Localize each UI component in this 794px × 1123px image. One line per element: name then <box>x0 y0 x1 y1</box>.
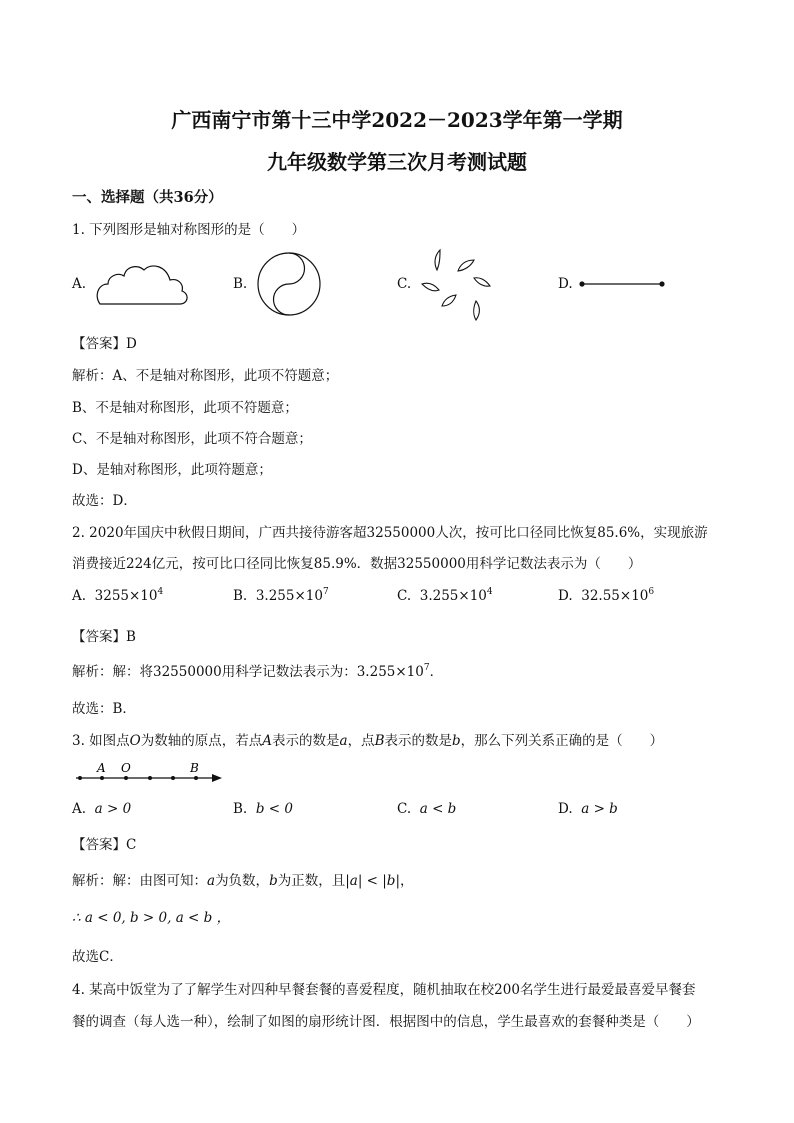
page-title: 广西南宁市第十三中学2022－2023学年第一学期 <box>171 108 623 132</box>
q2-option-b <box>233 588 329 604</box>
option-exponent: 4 <box>486 587 493 597</box>
cloud-figure <box>94 258 190 308</box>
q3-option-a <box>72 801 131 817</box>
q2-option-a <box>72 588 163 604</box>
option-label: D. <box>558 588 573 604</box>
stem-text: 3. 如图点 <box>72 733 130 749</box>
yin-yang-figure <box>256 251 322 317</box>
option-label: A. <box>72 588 87 604</box>
q3-stem <box>72 729 663 749</box>
stem-text: 为数轴的原点，若点 <box>140 733 263 749</box>
option-base: 3255×10 <box>94 588 158 604</box>
number-line-figure <box>72 758 228 788</box>
q1-option-a-label: A. <box>72 276 87 292</box>
q3-answer: 【答案】C <box>72 837 137 853</box>
analysis-text: ， <box>400 873 414 889</box>
section-heading: 一、选择题（共36分） <box>72 189 223 206</box>
analysis-text: 为正数，且 <box>277 873 346 889</box>
petals-figure <box>418 246 496 322</box>
option-label: B. <box>233 588 248 604</box>
option-label: D. <box>558 801 573 817</box>
stem-text: ，点 <box>347 733 375 749</box>
q3-therefore: ∴ a < 0, b > 0, a < b ， <box>72 910 231 926</box>
stem-text: 表示的数是 <box>384 733 452 749</box>
option-base: 3.255×10 <box>255 588 323 604</box>
q1-stem: 1. 下列图形是轴对称图形的是（ ） <box>72 222 306 238</box>
q3-option-c <box>397 801 456 817</box>
q1-analysis-line: 解析：A、不是轴对称图形，此项不符题意； <box>72 368 339 384</box>
analysis-text: 解析：解：将32550000用科学记数法表示为： <box>72 664 357 680</box>
option-base: 3.255×10 <box>419 588 487 604</box>
q1-analysis-line: B、不是轴对称图形，此项不符题意； <box>72 400 298 416</box>
var-b: b <box>451 733 461 749</box>
q3-analysis <box>72 869 414 889</box>
q2-stem-line2: 消费接近224亿元，按可比口径同比恢复85.9%．数据32550000用科学记数法表示为（ ） <box>72 556 642 572</box>
q1-option-c-label: C. <box>397 276 412 292</box>
analysis-base: 3.255×10 <box>356 664 424 680</box>
analysis-text: 为负数， <box>215 873 270 889</box>
option-exponent: 7 <box>322 587 329 597</box>
q2-conclusion: 故选：B． <box>72 701 136 717</box>
option-base: 32.55×10 <box>581 588 649 604</box>
q1-option-d-label: D. <box>558 276 573 292</box>
q3-conclusion: 故选C． <box>72 949 123 965</box>
var-a: a <box>339 733 348 749</box>
axis-label-a: A <box>97 761 106 775</box>
var-o: O <box>129 733 141 749</box>
analysis-exponent: 7 <box>423 663 430 673</box>
var-b: b <box>269 873 278 889</box>
q4-stem-line2: 餐的调查（每人选一种），绘制了如图的扇形统计图．根据图中的信息，学生最喜欢的套餐种类是（ ） <box>72 1014 700 1030</box>
q2-stem-line1: 2. 2020年国庆中秋假日期间，广西共接待游客超32550000人次，按可比口径同比恢复85.6%，实现旅游 <box>72 525 708 541</box>
q3-option-b <box>233 801 293 817</box>
q2-answer: 【答案】B <box>72 629 136 645</box>
q3-option-d <box>558 801 618 817</box>
q1-answer: 【答案】D <box>72 336 137 352</box>
option-expr: a > 0 <box>94 801 132 817</box>
var-a: a <box>207 873 216 889</box>
stem-text: 表示的数是 <box>272 733 340 749</box>
option-expr: b < 0 <box>255 801 293 817</box>
q2-option-c <box>397 588 493 604</box>
option-label: B. <box>233 801 248 817</box>
abs-inequality: |a| < |b| <box>345 873 400 889</box>
option-expr: a < b <box>419 801 457 817</box>
option-label: A. <box>72 801 87 817</box>
var-point-a: A <box>262 733 272 749</box>
q1-analysis-line: D、是轴对称图形，此项符题意； <box>72 462 272 478</box>
page-subtitle: 九年级数学第三次月考测试题 <box>267 150 527 174</box>
q2-analysis <box>72 660 443 680</box>
var-point-b: B <box>374 733 385 749</box>
option-exponent: 6 <box>648 587 655 597</box>
analysis-suffix: ． <box>429 664 444 680</box>
q1-option-b-label: B. <box>233 276 248 292</box>
q1-analysis-line: C、不是轴对称图形，此项不符合题意； <box>72 431 312 447</box>
option-label: C. <box>397 801 412 817</box>
q1-conclusion: 故选：D． <box>72 493 137 509</box>
axis-label-o: O <box>121 761 131 775</box>
option-label: C. <box>397 588 412 604</box>
line-segment-figure <box>578 278 668 290</box>
stem-text: ，那么下列关系正确的是（ ） <box>460 733 664 749</box>
q2-option-d <box>558 588 654 604</box>
axis-label-b: B <box>190 761 199 775</box>
option-exponent: 4 <box>157 587 164 597</box>
option-expr: a > b <box>581 801 618 817</box>
q4-stem-line1: 4. 某高中饭堂为了了解学生对四种早餐套餐的喜爱程度，随机抽取在校200名学生进行最爱最喜爱早餐套 <box>72 982 696 998</box>
analysis-text: 解析：解：由图可知： <box>72 873 207 889</box>
